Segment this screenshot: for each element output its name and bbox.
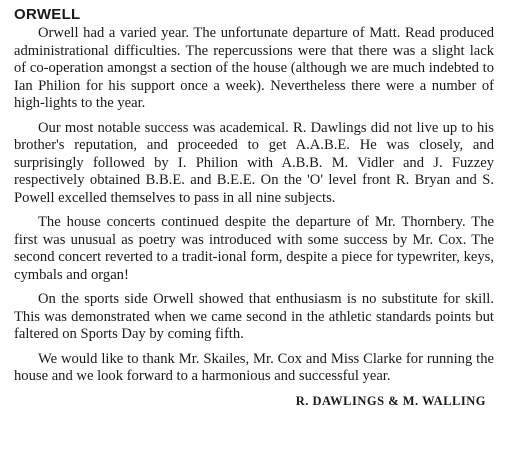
paragraph-thanks: We would like to thank Mr. Skailes, Mr. Cox and Miss Clarke for running the house and we look forward to a harmonious and successful year. <box>14 350 494 384</box>
paragraph-academic: Our most notable success was academical. R. Dawlings did not live up to his brother's reputation, and proceeded to get A.A.B.E. He was closely, and surprisingly followed by I. Philion with A.B.B. M. Vidler and J. Fuzzey respectively obtained B.B.E. and B.E.E. On the 'O' level front R. Bryan and S. Powell excelled themselves to pass in all nine subjects. <box>14 119 494 206</box>
paragraph-intro: Orwell had a varied year. The unfortunate departure of Matt. Read produced administrational difficulties. The repercussions were that there was a slight lack of co-operation amongst a section of the house (although we are much indebted to Ian Philion for his support once a week). Nevertheless there were a number of high-lights to the year. <box>14 25 494 111</box>
author-signature: R. DAWLINGS & M. WALLING <box>295 393 486 408</box>
article-heading: ORWELL <box>14 6 81 23</box>
paragraph-concerts: The house concerts continued despite the departure of Mr. Thornbery. The first was unusual as poetry was introduced with some success by Mr. Cox. The second concert reverted to a tradit-ional form, despite a piece for typewriter, keys, cymbals and organ! <box>14 214 494 283</box>
paragraph-sports: On the sports side Orwell showed that enthusiasm is no substitute for skill. This was demonstrated when we came second in the athletic standards points but faltered on Sports Day by coming fifth. <box>14 291 494 342</box>
